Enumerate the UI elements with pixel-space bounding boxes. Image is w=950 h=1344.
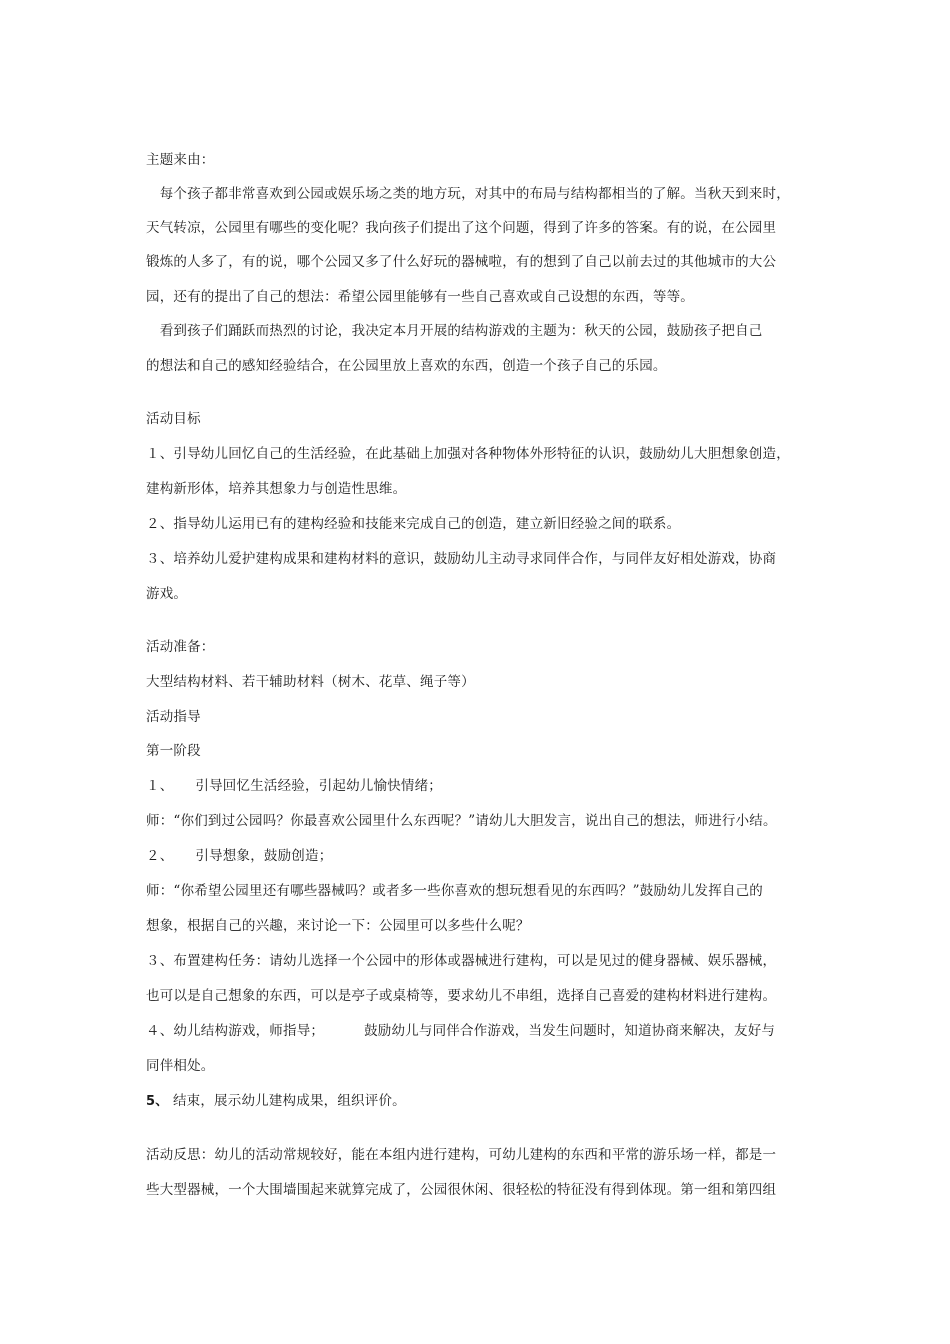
step-4-cont: 同伴相处。 — [146, 1058, 215, 1074]
step-5-text: 结束，展示幼儿建构成果，组织评价。 — [168, 1093, 406, 1109]
heading-theme-origin: 主题来由： — [146, 152, 215, 168]
step-3: ３、布置建构任务：请幼儿选择一个公园中的形体或器械进行建构，可以是见过的健身器械、娱乐器械， — [146, 953, 777, 969]
heading-activity-goals: 活动目标 — [146, 411, 201, 427]
step-5-number: 5、 — [146, 1094, 169, 1109]
goal-item-1-cont: 建构新形体，培养其想象力与创造性思维。 — [146, 481, 407, 497]
paragraph-line: 园，还有的提出了自己的想法：希望公园里能够有一些自己喜欢或自己设想的东西，等等。 — [146, 289, 694, 305]
step-4-text-cont: 鼓励幼儿与同伴合作游戏，当发生问题时，知道协商来解决，友好与 — [364, 1023, 776, 1039]
heading-activity-prep: 活动准备： — [146, 639, 215, 655]
step-4-text: ４、幼儿结构游戏，师指导； — [146, 1023, 325, 1039]
reflection-line: 活动反思：幼儿的活动常规较好，能在本组内进行建构，可幼儿建构的东西和平常的游乐场一样，都是一 — [146, 1147, 777, 1163]
step-4 — [146, 1021, 775, 1041]
step-2-text: 引导想象，鼓励创造； — [195, 848, 333, 864]
heading-activity-guide: 活动指导 — [146, 709, 201, 725]
goal-item-3: ３、培养幼儿爱护建构成果和建构材料的意识，鼓励幼儿主动寻求同伴合作，与同伴友好相处游戏，协商 — [146, 551, 777, 567]
step-1 — [146, 776, 442, 796]
paragraph-line: 锻炼的人多了，有的说，哪个公园又多了什么好玩的器械啦，有的想到了自己以前去过的其他城市的大公 — [146, 254, 777, 270]
step-5 — [146, 1091, 406, 1112]
paragraph-line: 的想法和自己的感知经验结合，在公园里放上喜欢的东西，创造一个孩子自己的乐园。 — [146, 358, 667, 374]
goal-item-2: ２、指导幼儿运用已有的建构经验和技能来完成自己的创造，建立新旧经验之间的联系。 — [146, 516, 681, 532]
paragraph-line: 天气转凉，公园里有哪些的变化呢？我向孩子们提出了这个问题，得到了许多的答案。有的说，在公园里 — [146, 220, 777, 236]
reflection-line-cont: 些大型器械，一个大围墙围起来就算完成了，公园很休闲、很轻松的特征没有得到体现。第一组和第四组 — [146, 1182, 777, 1198]
paragraph-line: 看到孩子们踊跃而热烈的讨论，我决定本月开展的结构游戏的主题为：秋天的公园，鼓励孩子把自己 — [146, 323, 763, 339]
step-3-cont: 也可以是自己想象的东西，可以是亭子或桌椅等，要求幼儿不串组，选择自己喜爱的建构材料进行建构。 — [146, 988, 777, 1004]
step-2-number: ２、 — [146, 848, 174, 864]
step-2 — [146, 846, 332, 866]
heading-stage-one: 第一阶段 — [146, 743, 201, 759]
goal-item-3-cont: 游戏。 — [146, 586, 188, 602]
step-1-text: 引导回忆生活经验，引起幼儿愉快情绪； — [195, 778, 443, 794]
step-2-teacher-line: 师：“你希望公园里还有哪些器械吗？或者多一些你喜欢的想玩想看见的东西吗？”鼓励幼儿发挥自己的 — [146, 883, 764, 899]
step-1-number: １、 — [146, 778, 174, 794]
paragraph-line: 每个孩子都非常喜欢到公园或娱乐场之类的地方玩，对其中的布局与结构都相当的了解。当秋天到来时， — [146, 186, 790, 202]
step-2-teacher-line-cont: 想象，根据自己的兴趣，来讨论一下：公园里可以多些什么呢？ — [146, 918, 530, 934]
prep-text: 大型结构材料、若干辅助材料（树木、花草、绳子等） — [146, 674, 475, 690]
goal-item-1: １、引导幼儿回忆自己的生活经验，在此基础上加强对各种物体外形特征的认识，鼓励幼儿大胆想象创造， — [146, 446, 790, 462]
step-1-teacher-line: 师：“你们到过公园吗？你最喜欢公园里什么东西呢？”请幼儿大胆发言，说出自己的想法，师进行小结。 — [146, 813, 777, 829]
